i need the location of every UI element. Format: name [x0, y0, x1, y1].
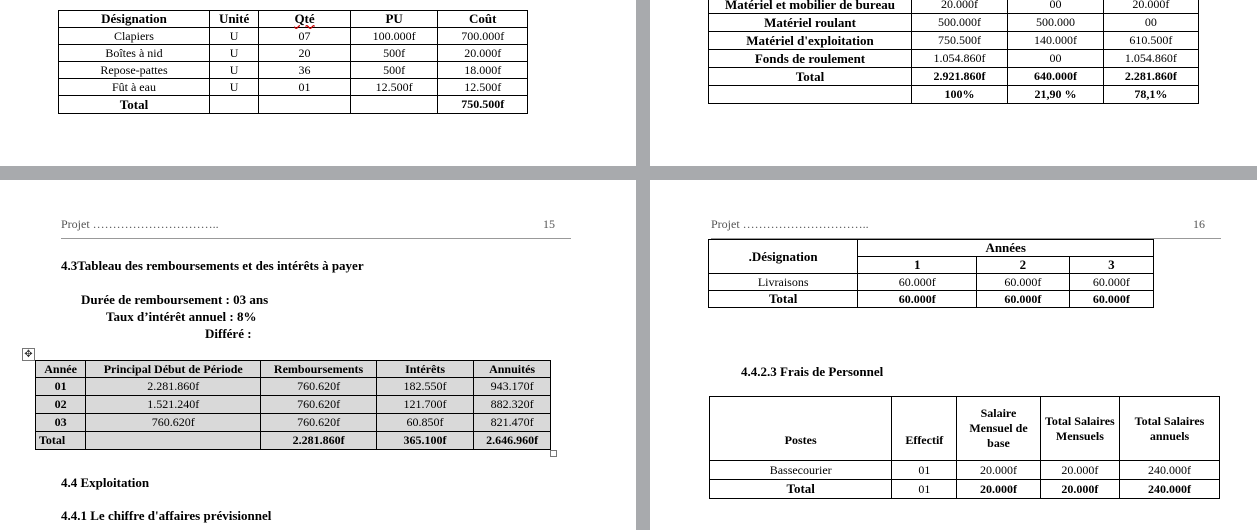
cell: 60.850f	[376, 414, 473, 432]
cell: 01	[36, 378, 86, 396]
table-row	[36, 414, 551, 432]
deferral: Différé :	[205, 326, 252, 341]
cell: 01	[892, 461, 957, 480]
cell: 500f	[350, 62, 438, 79]
cell: 20.000f	[1040, 461, 1119, 480]
total-row	[709, 291, 1154, 308]
table-row	[36, 378, 551, 396]
col-header: Remboursements	[261, 361, 377, 378]
total-row	[36, 432, 551, 450]
table-row	[709, 32, 1199, 50]
cell: 20.000f	[911, 0, 1007, 14]
section-heading-exploitation: 4.4 Exploitation	[61, 475, 150, 490]
total-row	[710, 480, 1220, 499]
col-header: .Désignation	[709, 240, 858, 274]
table-row	[710, 461, 1220, 480]
cell: Repose-pattes	[59, 62, 210, 79]
col-header: Total Salaires Mensuels	[1040, 397, 1119, 461]
col-header: Unité	[209, 11, 258, 28]
cell: 60.000f	[1069, 274, 1153, 291]
equipment-table	[58, 10, 528, 114]
cell: 2.281.860f	[86, 378, 261, 396]
cell: 2.281.860f	[261, 432, 377, 450]
total-label: Total	[710, 480, 892, 499]
cell	[709, 86, 912, 104]
cell: 182.550f	[376, 378, 473, 396]
cell: 60.000f	[1069, 291, 1153, 308]
col-header: PU	[350, 11, 438, 28]
table-row	[36, 396, 551, 414]
table-row	[59, 79, 528, 96]
cell: 240.000f	[1120, 480, 1220, 499]
total-label: Total	[709, 68, 912, 86]
cell: Bassecourier	[710, 461, 892, 480]
col-header: Effectif	[892, 397, 957, 461]
cell: Matériel d'exploitation	[709, 32, 912, 50]
cell: 00	[1008, 0, 1104, 14]
cell: 760.620f	[86, 414, 261, 432]
table-row	[709, 0, 1199, 14]
cell: 500.000	[1008, 14, 1104, 32]
cell: 882.320f	[474, 396, 551, 414]
cell: 20.000f	[957, 461, 1040, 480]
col-header: Annuités	[474, 361, 551, 378]
page-number: 16	[1193, 217, 1205, 231]
cell: 750.500f	[911, 32, 1007, 50]
cell: 121.700f	[376, 396, 473, 414]
total-value: 750.500f	[438, 96, 528, 114]
cell: 36	[259, 62, 351, 79]
interest-rate: Taux d’intérêt annuel : 8%	[106, 309, 257, 324]
cell: 18.000f	[438, 62, 528, 79]
cell: 1.054.860f	[1103, 50, 1198, 68]
cell: 01	[892, 480, 957, 499]
cell: U	[209, 79, 258, 96]
cell: 1.521.240f	[86, 396, 261, 414]
deliveries-table	[708, 239, 1154, 308]
total-label: Total	[709, 291, 858, 308]
cell: 03	[36, 414, 86, 432]
cell: 02	[36, 396, 86, 414]
col-header: 3	[1069, 257, 1153, 274]
cell: 12.500f	[350, 79, 438, 96]
cell: 943.170f	[474, 378, 551, 396]
table-row	[709, 274, 1154, 291]
col-header: Salaire Mensuel de base	[957, 397, 1040, 461]
cell: 20	[259, 45, 351, 62]
cell: 20.000f	[1103, 0, 1198, 14]
cell: 78,1%	[1103, 86, 1198, 104]
cell: 640.000f	[1008, 68, 1104, 86]
cell: 365.100f	[376, 432, 473, 450]
page-number: 15	[543, 217, 555, 231]
cell: 100.000f	[350, 28, 438, 45]
cell: Fonds de roulement	[709, 50, 912, 68]
cell: U	[209, 45, 258, 62]
cell: 760.620f	[261, 414, 377, 432]
section-heading: 4.3Tableau des remboursements et des intérêts à payer	[61, 258, 364, 273]
section-heading-revenue: 4.4.1 Le chiffre d'affaires prévisionnel	[61, 508, 272, 523]
page-header-left: Projet …………………………..	[711, 217, 869, 231]
table-row	[59, 45, 528, 62]
total-row	[59, 96, 528, 114]
col-header: Total Salaires annuels	[1120, 397, 1220, 461]
repayment-table	[35, 360, 551, 450]
percent-row	[709, 86, 1199, 104]
table-row	[709, 50, 1199, 68]
total-label: Total	[59, 96, 210, 114]
cell: 2.281.860f	[1103, 68, 1198, 86]
cell: U	[209, 62, 258, 79]
cell: U	[209, 28, 258, 45]
cell: 60.000f	[977, 274, 1069, 291]
cell: 07	[259, 28, 351, 45]
page-top-left	[0, 0, 636, 166]
table-resize-handle[interactable]	[550, 450, 557, 457]
cell: 60.000f	[858, 274, 977, 291]
cell: 821.470f	[474, 414, 551, 432]
cell: 20.000f	[1040, 480, 1119, 499]
cell	[86, 432, 261, 450]
cell: Fût à eau	[59, 79, 210, 96]
col-header: Désignation	[59, 11, 210, 28]
cell: 100%	[911, 86, 1007, 104]
cell: 60.000f	[977, 291, 1069, 308]
cell: Matériel et mobilier de bureau	[709, 0, 912, 14]
cell: 760.620f	[261, 396, 377, 414]
cell: 01	[259, 79, 351, 96]
cell: 1.054.860f	[911, 50, 1007, 68]
col-header: Année	[36, 361, 86, 378]
table-row	[59, 28, 528, 45]
page-top-right	[650, 0, 1257, 166]
col-header: Principal Début de Période	[86, 361, 261, 378]
cell: Clapiers	[59, 28, 210, 45]
cell: Matériel roulant	[709, 14, 912, 32]
cell: 760.620f	[261, 378, 377, 396]
table-row	[59, 62, 528, 79]
table-row	[709, 14, 1199, 32]
header-rule	[61, 238, 571, 239]
cell: 700.000f	[438, 28, 528, 45]
cell: 240.000f	[1120, 461, 1220, 480]
loan-duration: Durée de remboursement : 03 ans	[81, 292, 269, 307]
cell: 2.646.960f	[474, 432, 551, 450]
page-16	[650, 180, 1257, 530]
cell: 140.000f	[1008, 32, 1104, 50]
personnel-table	[709, 396, 1220, 499]
col-header: Coût	[438, 11, 528, 28]
total-row	[709, 68, 1199, 86]
section-heading-personnel: 4.4.2.3 Frais de Personnel	[741, 364, 884, 379]
cell: 12.500f	[438, 79, 528, 96]
col-header: Qté	[259, 11, 351, 28]
col-header: 1	[858, 257, 977, 274]
cell: 00	[1008, 50, 1104, 68]
cell: Boîtes à nid	[59, 45, 210, 62]
cell: 60.000f	[858, 291, 977, 308]
col-header: Postes	[710, 397, 892, 461]
investment-table	[708, 0, 1199, 104]
cell: Livraisons	[709, 274, 858, 291]
page-15	[0, 180, 636, 530]
cell: 20.000f	[438, 45, 528, 62]
total-label: Total	[36, 432, 86, 450]
cell: 500.000f	[911, 14, 1007, 32]
cell: 2.921.860f	[911, 68, 1007, 86]
cell: 00	[1103, 14, 1198, 32]
table-move-handle-icon[interactable]: ✥	[22, 348, 35, 361]
cell: 20.000f	[957, 480, 1040, 499]
cell: 500f	[350, 45, 438, 62]
col-header-years: Années	[858, 240, 1154, 257]
cell: 610.500f	[1103, 32, 1198, 50]
col-header: Intérêts	[376, 361, 473, 378]
page-header-left: Projet …………………………..	[61, 217, 219, 231]
col-header: 2	[977, 257, 1069, 274]
cell: 21,90 %	[1008, 86, 1104, 104]
